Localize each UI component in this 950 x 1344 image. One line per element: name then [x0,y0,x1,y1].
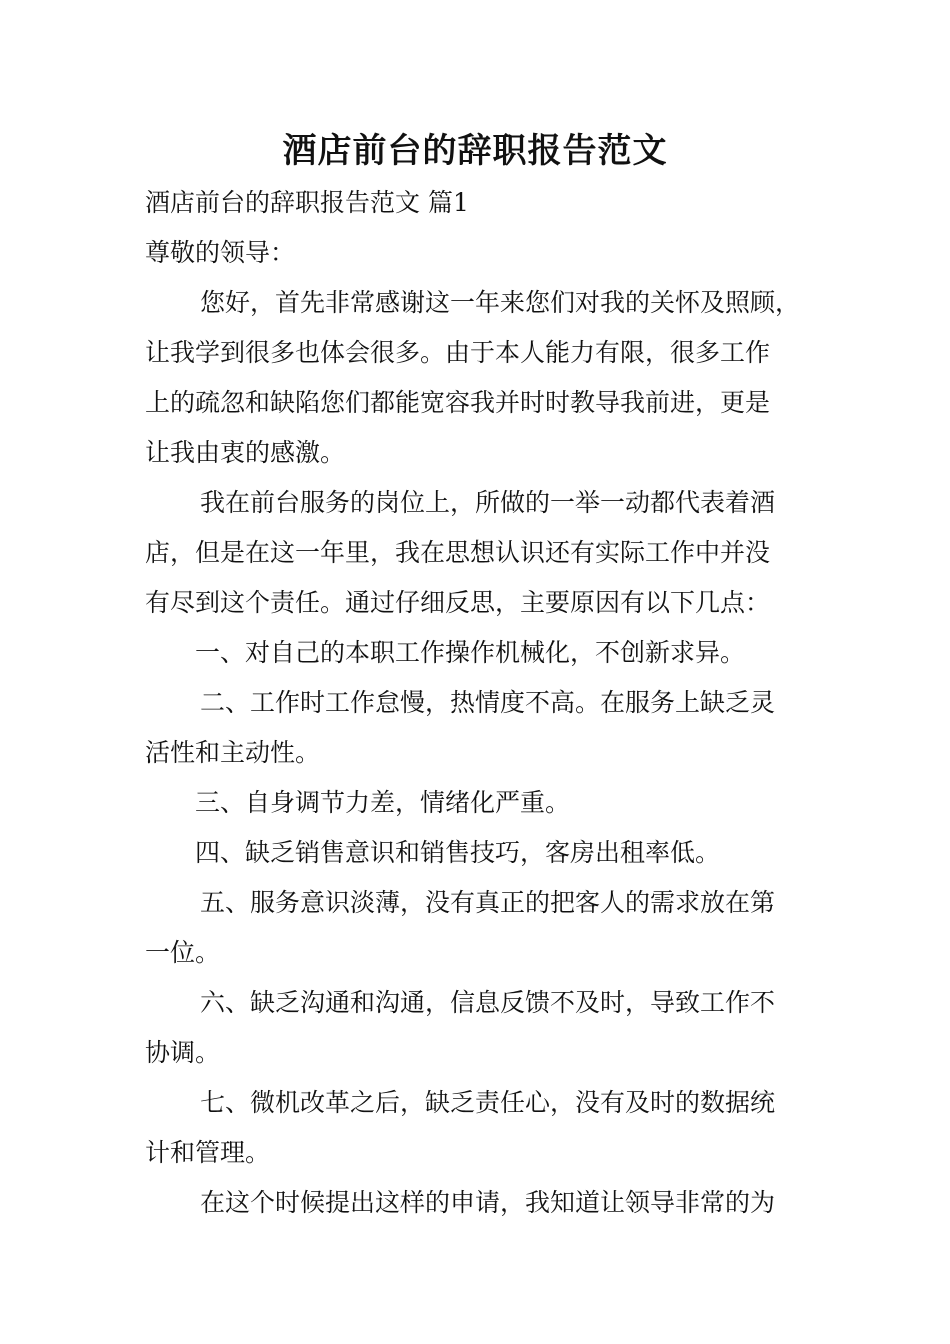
paragraph-line: 我在前台服务的岗位上，所做的一举一动都代表着酒 [200,488,776,517]
salutation: 尊敬的领导： [145,238,296,267]
paragraph-line: 在这个时候提出这样的申请，我知道让领导非常的为 [200,1188,776,1217]
list-item-line: 计和管理。 [145,1138,271,1167]
list-item-line: 一位。 [145,938,221,967]
list-item-line: 六、缺乏沟通和沟通，信息反馈不及时，导致工作不 [200,988,776,1017]
paragraph-line: 有尽到这个责任。通过仔细反思，主要原因有以下几点： [145,588,771,617]
document-body [145,178,815,1228]
paragraph-line: 让我由衷的感激。 [145,438,346,467]
paragraph-line: 上的疏忽和缺陷您们都能宽容我并时时教导我前进，更是 [145,388,771,417]
list-item-line: 七、微机改革之后，缺乏责任心，没有及时的数据统 [200,1088,776,1117]
list-item-line: 五、服务意识淡薄，没有真正的把客人的需求放在第 [200,888,776,917]
list-item-line: 三、自身调节力差，情绪化严重。 [195,788,571,817]
paragraph-line: 您好，首先非常感谢这一年来您们对我的关怀及照顾， [200,288,801,317]
list-item-line: 四、缺乏销售意识和销售技巧，客房出租率低。 [195,838,721,867]
list-item-line: 活性和主动性。 [145,738,321,767]
paragraph-line: 店，但是在这一年里，我在思想认识还有实际工作中并没 [145,538,771,567]
section-heading: 酒店前台的辞职报告范文 篇1 [145,188,469,217]
document-title: 酒店前台的辞职报告范文 [282,131,668,171]
list-item-line: 二、工作时工作怠慢，热情度不高。在服务上缺乏灵 [200,688,776,717]
list-item-line: 一、对自己的本职工作操作机械化，不创新求异。 [195,638,746,667]
paragraph-line: 让我学到很多也体会很多。由于本人能力有限，很多工作 [145,338,771,367]
list-item-line: 协调。 [145,1038,221,1067]
